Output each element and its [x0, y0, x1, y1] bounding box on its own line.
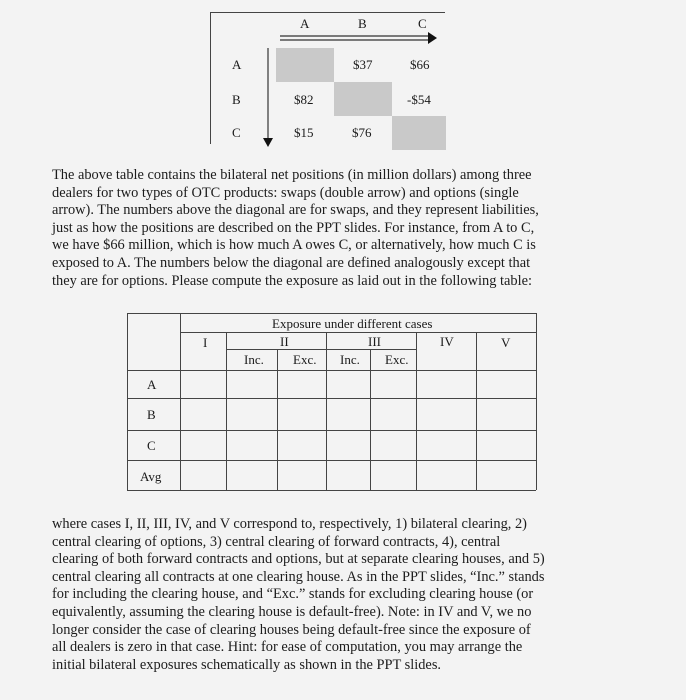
paragraph-line: exposed to A. The numbers below the diagonal are defined analogously except that [52, 254, 531, 271]
paragraph-line: for including the clearing house, and “Exc.” stands for excluding clearing house (or [52, 586, 534, 603]
table-line [416, 332, 417, 490]
matrix-value-c-a: $15 [294, 125, 314, 140]
table-line [536, 313, 537, 490]
paragraph-line: clearing of both forward contracts and options, but at separate clearing houses, and 5) [52, 551, 545, 568]
table-line [226, 349, 416, 350]
matrix-value-c-b: $76 [352, 125, 372, 140]
paragraph-line: just as how the positions are described on the PPT slides. For instance, from A to C, [52, 219, 535, 236]
net-position-matrix [210, 12, 450, 152]
row-label-c: C [147, 438, 156, 453]
table-line [226, 332, 227, 490]
diagonal-cell-cc [392, 116, 446, 150]
paragraph-line: central clearing of options, 3) central clearing of forward contracts, 4), central [52, 533, 501, 550]
paragraph-line: where cases I, II, III, IV, and V correspond to, respectively, 1) bilateral clearing, 2) [52, 516, 527, 532]
matrix-value-b-a: $82 [294, 92, 314, 107]
table-line [127, 460, 536, 461]
matrix-value-b-c: -$54 [407, 92, 431, 107]
table-line [326, 332, 327, 490]
table-line [127, 370, 536, 371]
cases-paragraph [52, 516, 545, 674]
paragraph-line: all dealers is zero in that case. Hint: for ease of computation, you may arrange the [52, 639, 523, 656]
paragraph-line: arrow). The numbers above the diagonal are for swaps, and they represent liabilities, [52, 202, 539, 219]
subheader-exc: Exc. [293, 352, 317, 367]
case-header-ii: II [280, 334, 289, 349]
matrix-row-header-b: B [232, 92, 241, 107]
arrow-down-icon [262, 48, 274, 148]
case-header-v: V [501, 335, 511, 350]
table-line [127, 313, 128, 490]
matrix-top-border [210, 12, 445, 13]
paragraph-line: equivalently, assuming the clearing house is default-free). Note: in IV and V, we no [52, 603, 532, 620]
table-line [127, 313, 536, 314]
paragraph-line: we have $66 million, which is how much A owes C, or alternatively, how much C is [52, 237, 536, 254]
table-line [127, 490, 536, 491]
paragraph-line: central clearing all contracts at one clearing house. As in the PPT slides, “Inc.” stands [52, 568, 545, 585]
table-line [277, 349, 278, 490]
case-header-iv: IV [440, 334, 454, 349]
matrix-row-header-a: A [232, 57, 242, 72]
table-title: Exposure under different cases [272, 316, 433, 331]
paragraph-line: longer consider the case of clearing houses being default-free since the exposure of [52, 621, 531, 638]
case-header-iii: III [368, 334, 381, 349]
table-line [180, 313, 181, 490]
subheader-inc: Inc. [340, 352, 360, 367]
matrix-value-a-c: $66 [410, 57, 430, 72]
paragraph-line: dealers for two types of OTC products: swaps (double arrow) and options (single [52, 184, 519, 201]
paragraph-line: they are for options. Please compute the exposure as laid out in the following table: [52, 272, 532, 289]
matrix-col-header-b: B [358, 16, 367, 31]
matrix-row-header-c: C [232, 125, 241, 140]
table-line [476, 332, 477, 490]
matrix-value-a-b: $37 [353, 57, 373, 72]
paragraph-line: initial bilateral exposures schematically as shown in the PPT slides. [52, 656, 442, 673]
subheader-exc: Exc. [385, 352, 409, 367]
table-line [127, 398, 536, 399]
matrix-col-header-a: A [300, 16, 310, 31]
table-line [370, 349, 371, 490]
paragraph-line: The above table contains the bilateral net positions (in million dollars) among three [52, 167, 532, 183]
case-header-i: I [203, 335, 208, 350]
double-arrow-right-icon [278, 32, 438, 44]
table-line [180, 332, 536, 333]
table-line [127, 430, 536, 431]
matrix-col-header-c: C [418, 16, 427, 31]
matrix-left-border [210, 12, 211, 144]
row-label-avg: Avg [140, 469, 162, 484]
row-label-b: B [147, 407, 156, 422]
subheader-inc: Inc. [244, 352, 264, 367]
description-paragraph [52, 167, 539, 290]
row-label-a: A [147, 377, 157, 392]
exposure-table [127, 313, 537, 493]
diagonal-cell-aa [276, 48, 334, 82]
diagonal-cell-bb [334, 82, 392, 116]
